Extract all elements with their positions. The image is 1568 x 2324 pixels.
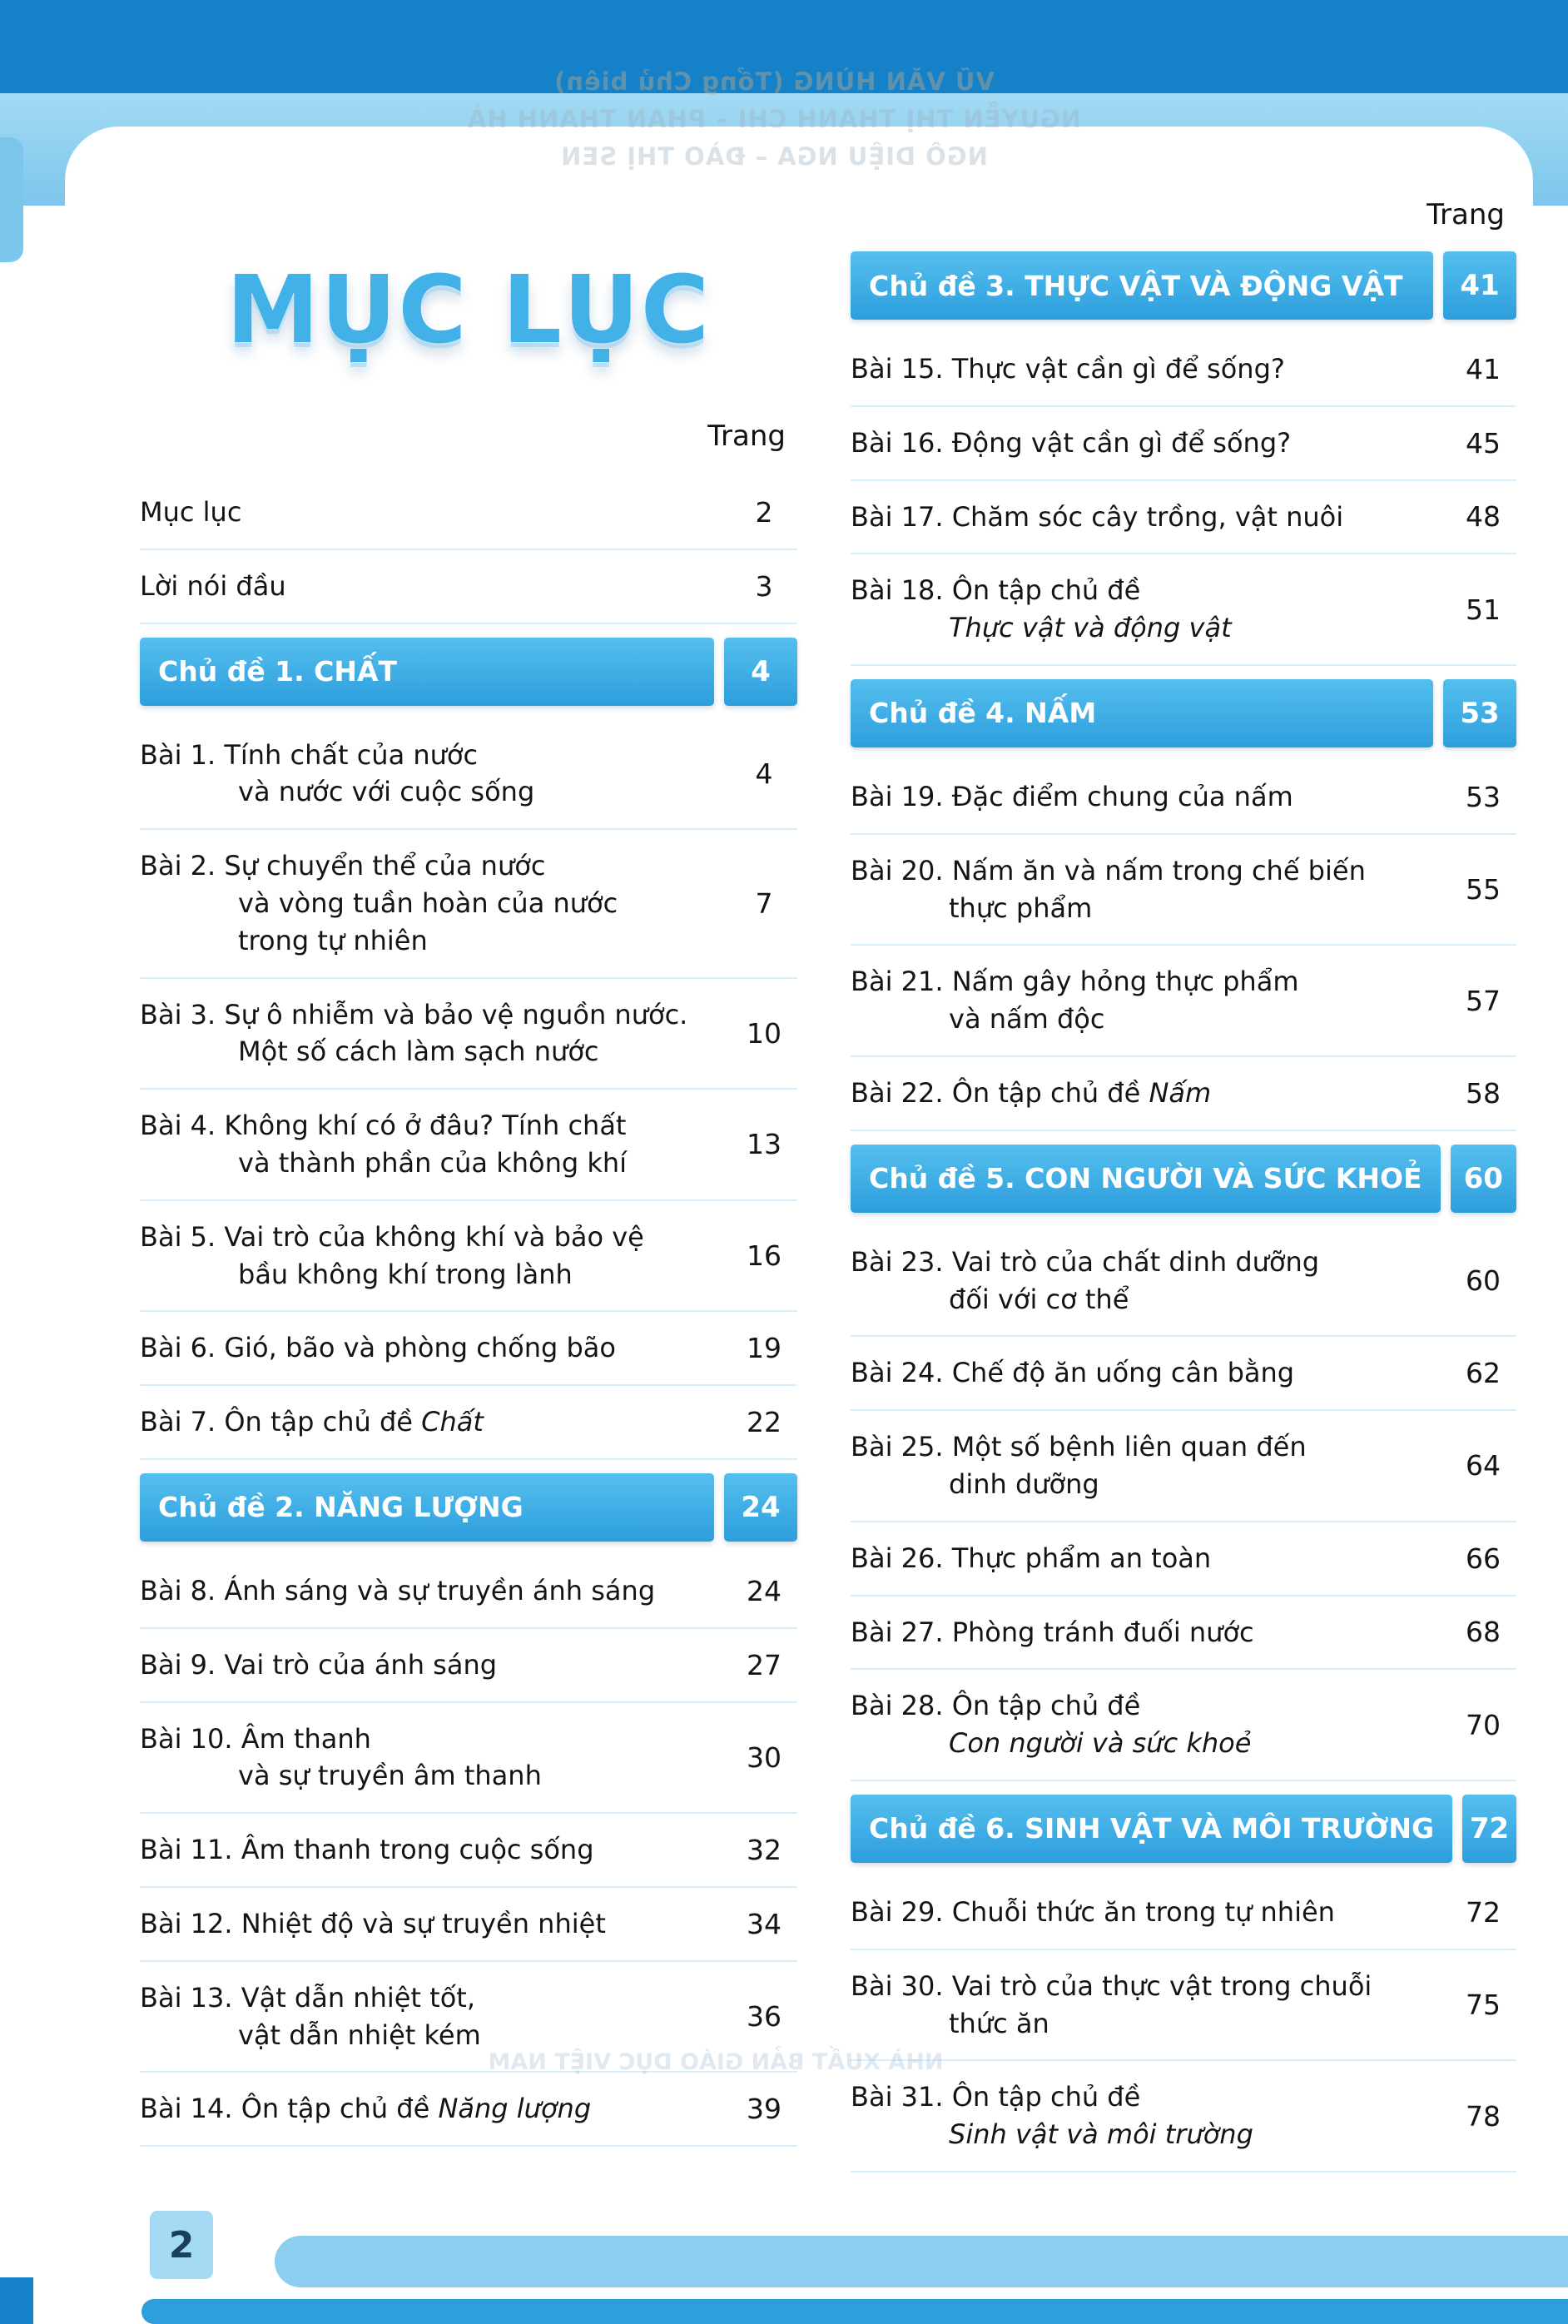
toc-entry-row <box>851 2061 1516 2173</box>
toc-entry-page-number: 4 <box>755 757 773 790</box>
chapter-page-number: 60 <box>1451 1145 1516 1213</box>
toc-chapter-row <box>851 1145 1516 1213</box>
toc-entry-italic-text: Sinh vật và môi trường <box>949 2118 1253 2151</box>
toc-entry-row <box>851 1950 1516 2062</box>
toc-entry-line <box>140 568 726 605</box>
toc-entry-row <box>851 1411 1516 1522</box>
toc-entry-italic-text: Thực vật và động vật <box>949 612 1232 644</box>
toc-entry-text: Bài 15. Thực vật cần gì để sống? <box>851 353 1285 385</box>
toc-entry-italic-text: Chất <box>421 1406 484 1438</box>
toc-entry-line <box>140 1979 726 2017</box>
toc-entry-page-number: 62 <box>1466 1357 1501 1390</box>
toc-entry-row <box>140 1962 797 2073</box>
toc-entry-line <box>140 1905 726 1943</box>
toc-entry-text: Bài 31. Ôn tập chủ đề <box>851 2081 1141 2113</box>
left-edge-blue-tab <box>0 137 23 262</box>
toc-entry-line <box>140 996 726 1034</box>
toc-entry-title <box>851 572 1450 647</box>
bleed-through-text-bottom: NHÀ XUẤT BẢN GIÁO DỤC VIỆT NAM <box>488 2049 944 2075</box>
toc-entry-line <box>140 1757 726 1795</box>
toc-entry-text: Bài 12. Nhiệt độ và sự truyền nhiệt <box>140 1907 606 1939</box>
toc-left-entries <box>140 476 797 2147</box>
chapter-page-number: 72 <box>1462 1795 1516 1863</box>
toc-entry-text: Bài 10. Âm thanh <box>140 1722 371 1755</box>
toc-right-entries <box>851 251 1516 2173</box>
toc-entry-row <box>851 554 1516 666</box>
toc-entry-line <box>851 1075 1445 1112</box>
toc-entry-row <box>851 333 1516 407</box>
toc-entry-line <box>851 1540 1445 1577</box>
toc-entry-italic-text: Năng lượng <box>438 2093 592 2125</box>
toc-entry-text: Bài 26. Thực phẩm an toàn <box>851 1542 1212 1574</box>
toc-entry-line <box>851 1725 1445 1762</box>
toc-entry-text: Một số cách làm sạch nước <box>238 1035 599 1068</box>
toc-entry-title <box>851 1968 1450 2043</box>
toc-entry-line <box>140 1256 726 1294</box>
toc-entry-line <box>140 1646 726 1684</box>
toc-chapter-row <box>140 638 797 706</box>
toc-entry-row <box>140 1888 797 1962</box>
toc-entry-row <box>140 1703 797 1815</box>
toc-chapter-row <box>851 251 1516 320</box>
toc-entry-line <box>140 885 726 922</box>
toc-entry-text: và vòng tuần hoàn của nước <box>238 886 618 919</box>
chapter-page-number: 53 <box>1443 679 1516 747</box>
toc-entry-page-number: 64 <box>1466 1449 1501 1482</box>
toc-entry-title <box>851 1075 1450 1112</box>
toc-entry-line <box>140 737 726 774</box>
toc-entry-title <box>851 499 1450 536</box>
toc-entry-text: Bài 8. Ánh sáng và sự truyền ánh sáng <box>140 1574 656 1606</box>
toc-entry-page-number: 10 <box>747 1016 782 1050</box>
toc-entry-line <box>140 847 726 885</box>
page-number-badge: 2 <box>150 2211 213 2279</box>
toc-entry-line <box>140 1107 726 1145</box>
toc-entry-text: Bài 6. Gió, bão và phòng chống bão <box>140 1332 616 1364</box>
toc-entry-line <box>140 922 726 960</box>
toc-entry-page-number: 13 <box>747 1128 782 1161</box>
toc-entry-page-number: 53 <box>1466 780 1501 813</box>
toc-entry-title <box>851 350 1450 388</box>
toc-entry-page-number: 70 <box>1466 1708 1501 1741</box>
toc-entry-text: và nấm độc <box>949 1003 1105 1035</box>
toc-entry-row <box>851 407 1516 481</box>
toc-entry-page-number: 72 <box>1466 1895 1501 1929</box>
toc-entry-text: vật dẫn nhiệt kém <box>238 2019 481 2051</box>
toc-entry-text: Bài 4. Không khí có ở đâu? Tính chất <box>140 1110 627 1142</box>
toc-entry-title <box>851 1614 1450 1651</box>
toc-entry-line <box>851 1244 1445 1281</box>
toc-entry-page-number: 19 <box>747 1332 782 1365</box>
toc-entry-row <box>140 1090 797 1201</box>
toc-entry-page-number: 3 <box>755 569 773 603</box>
toc-entry-line <box>851 609 1445 647</box>
toc-entry-title <box>140 1219 731 1294</box>
toc-entry-page-number: 7 <box>755 886 773 920</box>
top-blue-bar <box>0 0 1568 93</box>
toc-entry-text: Bài 24. Chế độ ăn uống cân bằng <box>851 1357 1295 1389</box>
toc-entry-text: dinh dưỡng <box>949 1467 1099 1500</box>
toc-entry-line <box>140 1831 726 1869</box>
toc-entry-page-number: 34 <box>747 1907 782 1940</box>
toc-entry-text: và sự truyền âm thanh <box>238 1760 542 1792</box>
toc-entry-text: Bài 11. Âm thanh trong cuộc sống <box>140 1834 594 1866</box>
page-title: MỤC LỤC <box>226 256 712 365</box>
toc-entry-title <box>140 1403 731 1441</box>
toc-entry-line <box>851 2078 1445 2116</box>
toc-entry-line <box>851 852 1445 890</box>
toc-entry-text: Lời nói đầu <box>140 569 286 602</box>
chapter-title: Chủ đề 6. SINH VẬT VÀ MÔI TRƯỜNG <box>851 1795 1452 1863</box>
toc-entry-row <box>140 1629 797 1703</box>
toc-entry-line <box>851 350 1445 388</box>
toc-entry-title <box>140 1905 731 1943</box>
chapter-title: Chủ đề 4. NẤM <box>851 679 1433 747</box>
toc-entry-page-number: 27 <box>747 1648 782 1681</box>
toc-entry-title <box>140 737 731 812</box>
toc-entry-page-number: 57 <box>1466 984 1501 1017</box>
toc-entry-line <box>851 1968 1445 2005</box>
toc-entry-row <box>140 1386 797 1460</box>
toc-entry-text: thức ăn <box>949 2007 1049 2039</box>
toc-entry-title <box>140 2090 731 2128</box>
toc-entry-title <box>851 852 1450 927</box>
toc-entry-row <box>140 1555 797 1629</box>
toc-entry-row <box>140 550 797 624</box>
toc-entry-title <box>851 1687 1450 1762</box>
toc-entry-row <box>851 1522 1516 1597</box>
toc-entry-text: Bài 13. Vật dẫn nhiệt tốt, <box>140 1981 475 2014</box>
toc-entry-line <box>140 773 726 811</box>
toc-entry-page-number: 22 <box>747 1406 782 1439</box>
toc-entry-row <box>851 1670 1516 1781</box>
toc-chapter-row <box>851 1795 1516 1863</box>
toc-entry-text: Bài 23. Vai trò của chất dinh dưỡng <box>851 1245 1320 1278</box>
toc-entry-line <box>851 1281 1445 1318</box>
toc-entry-page-number: 66 <box>1466 1542 1501 1575</box>
toc-entry-page-number: 60 <box>1466 1264 1501 1298</box>
toc-entry-row <box>140 979 797 1090</box>
toc-entry-line <box>851 778 1445 816</box>
trang-header-left: Trang <box>707 420 786 453</box>
toc-entry-line <box>851 1001 1445 1038</box>
chapter-page-number: 24 <box>724 1473 797 1542</box>
chapter-title: Chủ đề 1. CHẤT <box>140 638 714 706</box>
toc-entry-title <box>851 1244 1450 1318</box>
chapter-page-number: 41 <box>1443 251 1516 320</box>
toc-entry-text: Bài 14. Ôn tập chủ đề <box>140 2093 439 2125</box>
toc-entry-title <box>140 1831 731 1869</box>
toc-entry-page-number: 16 <box>747 1239 782 1273</box>
toc-entry-row <box>140 2073 797 2147</box>
toc-entry-text: Bài 7. Ôn tập chủ đề <box>140 1406 422 1438</box>
toc-chapter-row <box>851 679 1516 747</box>
toc-entry-text: bầu không khí trong lành <box>238 1258 573 1290</box>
toc-entry-page-number: 2 <box>755 495 773 529</box>
toc-left-column <box>140 256 797 2147</box>
toc-entry-line <box>851 963 1445 1001</box>
toc-entry-row <box>140 1201 797 1313</box>
toc-entry-text: đối với cơ thể <box>949 1283 1129 1315</box>
toc-entry-line <box>851 1354 1445 1392</box>
toc-chapter-row <box>140 1473 797 1542</box>
bleed-line: NGUYỄN THỊ THANH CHI – PHAN THANH HÀ <box>466 104 1082 133</box>
toc-entry-text: Bài 27. Phòng tránh đuối nước <box>851 1616 1254 1648</box>
toc-entry-page-number: 68 <box>1466 1616 1501 1649</box>
toc-entry-line <box>140 1403 726 1441</box>
toc-entry-row <box>851 835 1516 946</box>
bottom-blue-bar <box>141 2299 1568 2324</box>
toc-entry-line <box>140 1329 726 1367</box>
toc-entry-page-number: 36 <box>747 2000 782 2034</box>
toc-entry-row <box>851 1057 1516 1131</box>
toc-entry-text: Bài 5. Vai trò của không khí và bảo vệ <box>140 1220 644 1253</box>
toc-entry-row <box>851 1597 1516 1671</box>
toc-entry-page-number: 75 <box>1466 1989 1501 2022</box>
toc-entry-line <box>851 499 1445 536</box>
toc-entry-title <box>851 425 1450 462</box>
toc-entry-text: Bài 21. Nấm gây hỏng thực phẩm <box>851 966 1299 998</box>
toc-entry-text: Bài 22. Ôn tập chủ đề <box>851 1076 1149 1109</box>
toc-entry-title <box>140 1572 731 1610</box>
toc-entry-page-number: 24 <box>747 1574 782 1607</box>
toc-entry-title <box>140 1721 731 1795</box>
toc-entry-text: Bài 1. Tính chất của nước <box>140 738 479 771</box>
toc-entry-line <box>851 1894 1445 1931</box>
toc-entry-text: Bài 28. Ôn tập chủ đề <box>851 1690 1141 1722</box>
toc-entry-row <box>140 719 797 831</box>
toc-entry-line <box>851 425 1445 462</box>
toc-entry-title <box>851 1894 1450 1931</box>
toc-entry-title <box>140 996 731 1071</box>
toc-entry-page-number: 32 <box>747 1834 782 1867</box>
toc-entry-title <box>140 568 731 605</box>
toc-entry-title <box>140 847 731 959</box>
toc-entry-page-number: 41 <box>1466 352 1501 385</box>
toc-entry-page-number: 78 <box>1466 2099 1501 2133</box>
toc-entry-text: Bài 17. Chăm sóc cây trồng, vật nuôi <box>851 500 1344 533</box>
trang-header-right: Trang <box>1427 198 1505 231</box>
bottom-left-blue-corner <box>0 2277 33 2324</box>
chapter-title: Chủ đề 5. CON NGƯỜI VÀ SỨC KHOẺ <box>851 1145 1441 1213</box>
toc-entry-italic-text: Con người và sức khoẻ <box>949 1727 1252 1760</box>
toc-entry-text: Bài 18. Ôn tập chủ đề <box>851 574 1141 607</box>
toc-entry-text: Bài 19. Đặc điểm chung của nấm <box>851 780 1293 812</box>
toc-entry-text: Bài 29. Chuỗi thức ăn trong tự nhiên <box>851 1895 1335 1928</box>
toc-entry-title <box>140 1979 731 2054</box>
toc-entry-line <box>851 1466 1445 1503</box>
toc-entry-text: Bài 20. Nấm ăn và nấm trong chế biến <box>851 854 1366 886</box>
toc-entry-title <box>851 778 1450 816</box>
toc-entry-italic-text: Nấm <box>1149 1076 1212 1109</box>
toc-entry-row <box>140 476 797 550</box>
toc-entry-title <box>851 1354 1450 1392</box>
toc-entry-row <box>140 1312 797 1386</box>
toc-entry-text: Bài 9. Vai trò của ánh sáng <box>140 1648 498 1681</box>
toc-entry-line <box>140 1145 726 1182</box>
toc-entry-page-number: 48 <box>1466 500 1501 534</box>
toc-entry-title <box>851 963 1450 1038</box>
toc-entry-text: Bài 16. Động vật cần gì để sống? <box>851 426 1292 459</box>
toc-entry-text: Bài 3. Sự ô nhiễm và bảo vệ nguồn nước. <box>140 998 688 1030</box>
toc-entry-text: trong tự nhiên <box>238 924 428 956</box>
toc-entry-line <box>851 1687 1445 1725</box>
toc-entry-line <box>851 1614 1445 1651</box>
bleed-line: NGÔ DIỆU NGA – ĐÀO THỊ SEN <box>560 142 988 171</box>
toc-entry-text: và nước với cuộc sống <box>238 776 535 808</box>
toc-entry-text: Bài 25. Một số bệnh liên quan đến <box>851 1431 1307 1463</box>
toc-entry-title <box>140 1646 731 1684</box>
bottom-light-blue-band <box>275 2236 1568 2287</box>
toc-entry-text: Bài 2. Sự chuyển thể của nước <box>140 850 546 882</box>
toc-entry-page-number: 51 <box>1466 593 1501 626</box>
toc-entry-page-number: 39 <box>747 2093 782 2126</box>
toc-entry-row <box>140 1814 797 1888</box>
toc-entry-line <box>851 890 1445 927</box>
toc-entry-line <box>140 1033 726 1070</box>
toc-entry-line <box>140 2090 726 2128</box>
chapter-page-number: 4 <box>724 638 797 706</box>
toc-right-column <box>851 198 1516 2173</box>
toc-entry-title <box>851 1540 1450 1577</box>
toc-entry-line <box>851 2116 1445 2153</box>
toc-entry-row <box>140 830 797 978</box>
toc-entry-title <box>851 1428 1450 1503</box>
toc-entry-line <box>140 1572 726 1610</box>
toc-entry-row <box>851 481 1516 555</box>
toc-entry-row <box>851 1337 1516 1411</box>
toc-entry-line <box>140 1219 726 1256</box>
chapter-title: Chủ đề 3. THỰC VẬT VÀ ĐỘNG VẬT <box>851 251 1433 320</box>
toc-entry-text: Bài 30. Vai trò của thực vật trong chuỗi <box>851 1969 1372 2002</box>
toc-entry-line <box>851 572 1445 609</box>
toc-entry-text: và thành phần của không khí <box>238 1146 628 1179</box>
bleed-line: VŨ VĂN HÙNG (Tổng Chủ biên) <box>553 67 995 96</box>
toc-entry-page-number: 55 <box>1466 873 1501 906</box>
toc-entry-title <box>851 2078 1450 2153</box>
toc-entry-line <box>140 494 726 531</box>
toc-entry-row <box>851 946 1516 1057</box>
toc-entry-text: thực phẩm <box>949 891 1093 924</box>
toc-entry-title <box>140 1329 731 1367</box>
toc-entry-page-number: 58 <box>1466 1076 1501 1110</box>
toc-entry-row <box>851 1876 1516 1950</box>
toc-entry-line <box>851 2005 1445 2043</box>
toc-entry-line <box>140 1721 726 1758</box>
toc-entry-line <box>140 2017 726 2054</box>
toc-entry-text: Mục lục <box>140 496 242 528</box>
toc-entry-page-number: 30 <box>747 1741 782 1774</box>
toc-entry-row <box>851 761 1516 835</box>
chapter-title: Chủ đề 2. NĂNG LƯỢNG <box>140 1473 714 1542</box>
toc-entry-line <box>851 1428 1445 1466</box>
toc-entry-title <box>140 1107 731 1182</box>
toc-entry-page-number: 45 <box>1466 426 1501 459</box>
toc-entry-title <box>140 494 731 531</box>
toc-entry-row <box>851 1226 1516 1338</box>
